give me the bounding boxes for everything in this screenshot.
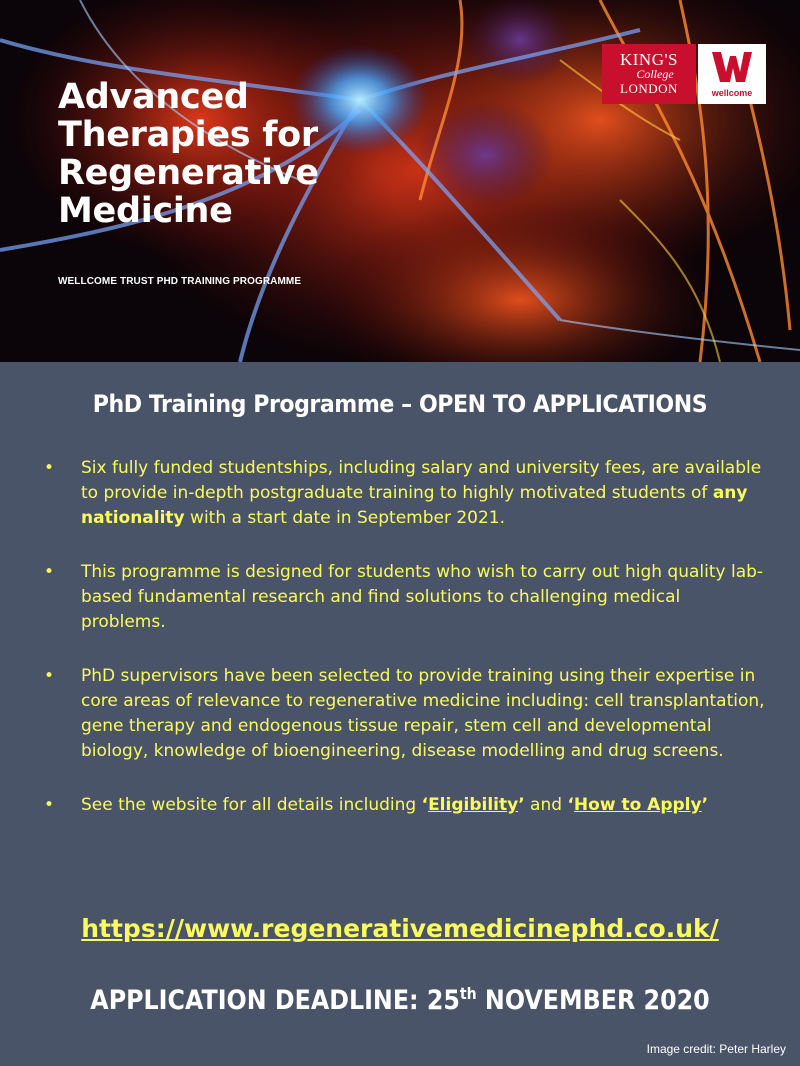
programme-title — [58, 78, 319, 230]
bullet-icon: • — [44, 562, 55, 582]
list-item — [40, 456, 770, 531]
hero-banner — [0, 0, 800, 362]
list-item — [40, 560, 770, 635]
list-item — [40, 793, 770, 818]
wellcome-w-icon — [710, 48, 754, 86]
deadline-text: APPLICATION DEADLINE: 25 — [90, 985, 460, 1016]
how-to-apply-link[interactable]: How to Apply — [573, 795, 702, 815]
bullet-text: PhD supervisors have been selected to provide training using their expertise in core areas of relevance to regenerative medicine including: cell transplantation, gene therapy and endogenous tissue repair, stem cell and developmental biology, knowledge of bioengineering, disease modelling and drug screens. — [81, 666, 765, 761]
title-line: Regenerative — [58, 153, 319, 193]
quote-mark: ’ — [701, 795, 709, 815]
bullet-emphasis: any nationality — [81, 483, 748, 528]
website-link[interactable]: https://www.regenerativemedicinephd.co.uk/ — [81, 914, 719, 943]
image-credit: Image credit: Peter Harley — [646, 1042, 786, 1056]
deadline-ordinal: th — [459, 984, 477, 1003]
deadline-text: NOVEMBER 2020 — [476, 985, 710, 1016]
quote-mark: ‘ — [567, 795, 574, 815]
bullet-text: Six fully funded studentships, including salary and university fees, are available to provide in-depth postgraduate training to highly motivated students of — [81, 458, 762, 503]
bullet-text: with a start date in September 2021. — [184, 508, 506, 528]
title-line: Therapies for — [58, 115, 318, 155]
kings-logo-line: College — [636, 67, 674, 81]
title-line: Medicine — [58, 191, 233, 231]
bullet-text: See the website for all details including — [81, 795, 422, 815]
bullet-icon: • — [44, 795, 55, 815]
title-line: Advanced — [58, 77, 249, 117]
page-heading: PhD Training Programme – OPEN TO APPLICATIONS — [92, 390, 708, 418]
kings-logo-line: KING'S — [619, 50, 678, 69]
quote-mark: ‘ — [421, 795, 429, 815]
details-list — [40, 456, 770, 847]
wellcome-logo — [698, 44, 766, 104]
application-deadline — [48, 984, 752, 1016]
eligibility-link[interactable]: Eligibility — [428, 795, 519, 815]
quote-mark: ’ — [518, 795, 525, 815]
bullet-icon: • — [44, 458, 55, 478]
kings-college-london-logo — [602, 44, 696, 104]
list-item — [40, 664, 770, 764]
bullet-icon: • — [44, 666, 55, 686]
wellcome-wordmark: wellcome — [711, 88, 753, 98]
programme-subtitle: WELLCOME TRUST PHD TRAINING PROGRAMME — [58, 276, 302, 287]
kings-logo-line: LONDON — [620, 81, 678, 96]
bullet-text: and — [524, 795, 568, 815]
bullet-text: This programme is designed for students who wish to carry out high quality lab-based fundamental research and find solutions to challenging medical problems. — [81, 562, 764, 632]
